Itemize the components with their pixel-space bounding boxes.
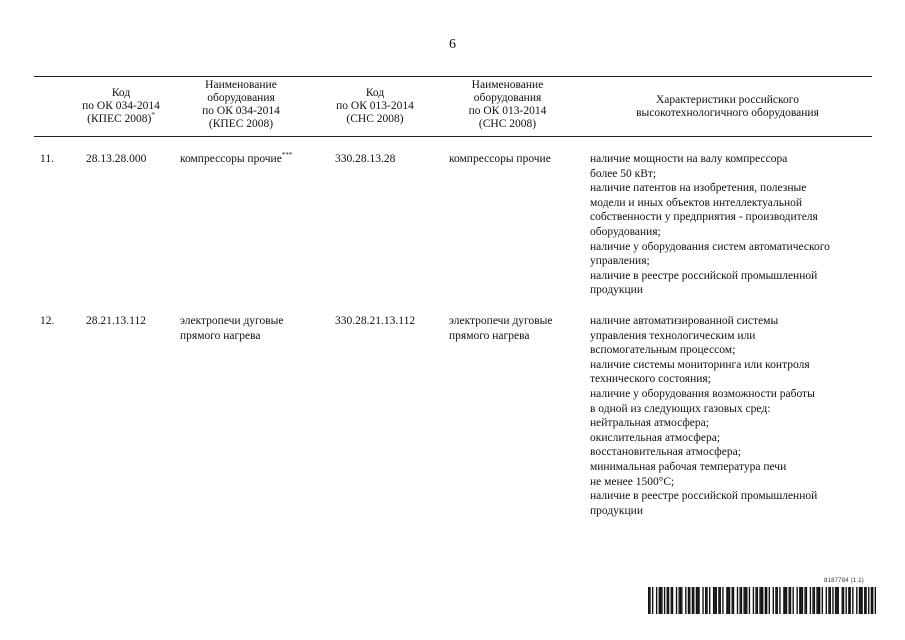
text-line-content: управления технологическим или — [590, 329, 756, 342]
text-line-content: модели и иных объектов интеллектуальной — [590, 196, 803, 209]
text-line-content: не менее 1500°С; — [590, 475, 675, 488]
barcode-bar — [689, 587, 690, 614]
barcode-bar — [649, 587, 650, 614]
barcode-bar — [671, 587, 672, 614]
barcode-bar — [692, 587, 693, 614]
text-line-content: Характеристики российского — [656, 94, 799, 106]
barcode-bar — [765, 587, 766, 614]
barcode-bar — [739, 587, 740, 614]
text-line-content: Наименование — [205, 79, 277, 91]
barcode-bar — [849, 587, 850, 614]
barcode-bar — [729, 587, 730, 614]
barcode-bar — [753, 587, 754, 614]
row-code-sns: 330.28.21.13.112 — [335, 315, 416, 327]
barcode — [648, 578, 876, 614]
barcode-bar — [819, 587, 820, 614]
barcode-bar — [672, 587, 673, 614]
text-line-content: наличие мощности на валу компрессора — [590, 153, 788, 165]
barcode-bar — [872, 587, 873, 614]
text-line — [176, 79, 306, 92]
barcode-bar — [745, 587, 746, 614]
text-line-content: компрессоры прочие — [180, 153, 282, 165]
barcode-bar — [852, 587, 853, 614]
text-line — [590, 460, 880, 475]
text-line-content: (КПЕС 2008) — [208, 118, 274, 130]
barcode-bar — [762, 587, 763, 614]
barcode-bar — [761, 587, 762, 614]
text-line — [590, 504, 880, 519]
barcode-bar — [720, 587, 721, 614]
text-line-content: окислительная атмосфера; — [590, 431, 721, 444]
text-line-content: восстановительная атмосфера; — [590, 446, 741, 459]
text-line — [590, 225, 880, 240]
text-line-content: в одной из следующих газовых сред: — [590, 402, 771, 415]
barcode-bar — [685, 587, 686, 614]
row-code-okpd: 28.13.28.000 — [86, 153, 147, 165]
text-line-content: нейтральная атмосфера; — [590, 417, 709, 430]
text-line — [590, 269, 880, 284]
barcode-bar — [716, 587, 717, 614]
text-line-content: прямого нагрева — [449, 329, 530, 342]
barcode-bar — [714, 587, 715, 614]
barcode-bar — [659, 587, 660, 614]
barcode-bar — [826, 587, 827, 614]
text-line — [180, 152, 320, 167]
barcode-bar — [777, 587, 778, 614]
text-line — [176, 105, 306, 118]
text-line — [66, 113, 176, 126]
text-line-content: наличие патентов на изобретения, полезные — [590, 182, 807, 195]
barcode-bar — [786, 587, 787, 614]
barcode-bar — [733, 587, 734, 614]
barcode-bar — [660, 587, 661, 614]
text-line — [590, 358, 880, 373]
barcode-bar — [810, 587, 811, 614]
barcode-bar — [861, 587, 862, 614]
text-line — [315, 113, 435, 126]
row-number: 11. — [40, 153, 54, 165]
text-line — [590, 475, 880, 490]
barcode-bar — [698, 587, 699, 614]
text-line — [66, 87, 176, 100]
barcode-bar — [702, 587, 703, 614]
barcode-bar — [775, 587, 776, 614]
barcode-bar — [785, 587, 786, 614]
text-line-content: более 50 кВт; — [590, 167, 657, 180]
barcode-bar — [792, 587, 793, 614]
barcode-bar — [705, 587, 706, 614]
text-line-content: оборудования — [473, 92, 542, 104]
barcode-bar — [759, 587, 760, 614]
text-line-content: вспомогательным процессом; — [590, 344, 736, 357]
barcode-bar — [706, 587, 707, 614]
barcode-bar — [856, 587, 857, 614]
text-line — [180, 329, 320, 344]
footnote-mark: *** — [281, 151, 293, 160]
text-line-content: наличие у оборудования систем автоматического — [590, 240, 830, 253]
text-line — [449, 152, 584, 167]
text-line — [585, 107, 870, 120]
barcode-bar — [822, 587, 823, 614]
text-line-content: продукции — [590, 284, 643, 297]
text-line — [590, 489, 880, 504]
row-name-okpd — [180, 314, 320, 343]
text-line — [590, 445, 880, 460]
barcode-bar — [755, 587, 756, 614]
text-line-content: собственности у предприятия - производителя — [590, 211, 818, 224]
barcode-bar — [743, 587, 744, 614]
barcode-bar — [652, 587, 653, 614]
text-line-content: электропечи дуговые — [180, 315, 284, 327]
table-header-rule — [34, 136, 872, 137]
text-line-content: наличие в реестре российской промышленной — [590, 269, 818, 282]
barcode-bar — [812, 587, 813, 614]
text-line-content: управления; — [590, 255, 650, 268]
text-line — [440, 79, 575, 92]
barcode-bar — [865, 587, 866, 614]
barcode-bar — [838, 587, 839, 614]
footnote-mark: * — [151, 111, 155, 120]
barcode-bars — [648, 587, 876, 614]
text-line-content: оборудования — [207, 92, 275, 104]
text-line-content: Наименование — [471, 79, 544, 91]
text-line — [440, 105, 575, 118]
row-name-okpd — [180, 152, 320, 167]
barcode-bar — [804, 587, 805, 614]
text-line-content: (КПЕС 2008) — [87, 113, 152, 125]
text-line-content: Код — [365, 87, 385, 99]
text-line — [590, 167, 880, 182]
barcode-bar — [842, 587, 843, 614]
barcode-bar — [832, 587, 833, 614]
text-line — [590, 254, 880, 269]
barcode-bar — [814, 587, 815, 614]
barcode-bar — [799, 587, 800, 614]
barcode-bar — [830, 587, 831, 614]
text-line — [590, 210, 880, 225]
barcode-bar — [836, 587, 837, 614]
text-line-content: оборудования; — [590, 225, 661, 238]
text-line — [315, 100, 435, 113]
text-line — [449, 329, 584, 344]
text-line — [590, 314, 880, 329]
text-line — [590, 372, 880, 387]
barcode-bar — [835, 587, 836, 614]
barcode-bar — [746, 587, 747, 614]
barcode-bar — [661, 587, 662, 614]
text-line-content: по ОК 034-2014 — [202, 105, 280, 117]
row-characteristics — [590, 314, 880, 518]
barcode-bar — [680, 587, 681, 614]
text-line — [590, 416, 880, 431]
barcode-bar — [749, 587, 750, 614]
barcode-bar — [783, 587, 784, 614]
header-characteristics — [585, 94, 870, 120]
barcode-bar — [693, 587, 694, 614]
text-line-content: компрессоры прочие — [449, 153, 551, 165]
text-line — [590, 196, 880, 211]
text-line-content: минимальная рабочая температура печи — [590, 460, 787, 473]
barcode-bar — [868, 587, 869, 614]
barcode-bar — [846, 587, 847, 614]
barcode-bar — [728, 587, 729, 614]
barcode-bar — [806, 587, 807, 614]
header-code-sns — [315, 87, 435, 126]
text-line-content: технического состояния; — [590, 373, 711, 386]
barcode-bar — [796, 587, 797, 614]
barcode-bar — [656, 587, 657, 614]
text-line — [590, 431, 880, 446]
text-line — [590, 402, 880, 417]
text-line-content: прямого нагрева — [180, 329, 261, 342]
barcode-bar — [726, 587, 727, 614]
text-line-content: Код — [111, 87, 131, 99]
text-line — [315, 87, 435, 100]
barcode-bar — [843, 587, 844, 614]
text-line — [590, 387, 880, 402]
row-code-sns: 330.28.13.28 — [335, 153, 396, 165]
barcode-bar — [681, 587, 682, 614]
barcode-bar — [718, 587, 719, 614]
text-line-content: продукции — [590, 504, 643, 517]
text-line — [590, 283, 880, 298]
text-line — [449, 314, 584, 329]
table-top-rule — [34, 76, 872, 77]
barcode-bar — [789, 587, 790, 614]
barcode-bar — [816, 587, 817, 614]
barcode-bar — [871, 587, 872, 614]
barcode-bar — [773, 587, 774, 614]
barcode-bar — [709, 587, 710, 614]
text-line-content: наличие автоматизированной системы — [590, 315, 779, 327]
text-line — [585, 94, 870, 107]
header-name-okpd — [176, 79, 306, 131]
text-line — [66, 100, 176, 113]
text-line — [590, 343, 880, 358]
text-line — [180, 314, 320, 329]
page-number: 6 — [449, 37, 456, 52]
barcode-bar — [668, 587, 669, 614]
barcode-bar — [828, 587, 829, 614]
barcode-bar — [696, 587, 697, 614]
barcode-bar — [860, 587, 861, 614]
barcode-bar — [664, 587, 665, 614]
barcode-label: 8187784 (1.1) — [824, 578, 864, 584]
barcode-bar — [688, 587, 689, 614]
barcode-bar — [859, 587, 860, 614]
text-line-content: наличие в реестре российской промышленной — [590, 490, 818, 503]
text-line-content: (СНС 2008) — [478, 118, 537, 130]
barcode-bar — [713, 587, 714, 614]
barcode-bar — [790, 587, 791, 614]
text-line-content: электропечи дуговые — [449, 315, 553, 327]
text-line-content: по ОК 013-2014 — [468, 105, 547, 117]
barcode-bar — [875, 587, 876, 614]
barcode-bar — [678, 587, 679, 614]
text-line — [440, 118, 575, 131]
row-name-sns — [449, 152, 584, 167]
text-line — [590, 152, 880, 167]
text-line-content: по ОК 034-2014 — [82, 100, 160, 112]
barcode-bar — [818, 587, 819, 614]
row-characteristics — [590, 152, 880, 298]
barcode-bar — [648, 587, 649, 614]
row-name-sns — [449, 314, 584, 343]
barcode-bar — [766, 587, 767, 614]
text-line — [590, 329, 880, 344]
text-line-content: высокотехнологичного оборудования — [636, 107, 819, 119]
barcode-bar — [769, 587, 770, 614]
barcode-bar — [800, 587, 801, 614]
barcode-bar — [848, 587, 849, 614]
text-line — [176, 118, 306, 131]
barcode-bar — [864, 587, 865, 614]
text-line — [590, 240, 880, 255]
text-line — [590, 181, 880, 196]
row-number: 12. — [40, 315, 55, 327]
header-code-okpd — [66, 87, 176, 126]
barcode-bar — [676, 587, 677, 614]
text-line-content: наличие системы мониторинга или контроля — [590, 358, 810, 371]
text-line — [440, 92, 575, 105]
text-line-content: (СНС 2008) — [346, 113, 404, 125]
barcode-bar — [779, 587, 780, 614]
barcode-bar — [741, 587, 742, 614]
text-line-content: по ОК 013-2014 — [336, 100, 414, 112]
header-name-sns — [440, 79, 575, 131]
barcode-bar — [757, 587, 758, 614]
barcode-bar — [737, 587, 738, 614]
barcode-bar — [697, 587, 698, 614]
text-line — [176, 92, 306, 105]
barcode-bar — [732, 587, 733, 614]
barcode-bar — [667, 587, 668, 614]
barcode-bar — [802, 587, 803, 614]
row-code-okpd: 28.21.13.112 — [86, 315, 146, 327]
text-line-content: наличие у оборудования возможности работы — [590, 387, 815, 400]
barcode-bar — [722, 587, 723, 614]
